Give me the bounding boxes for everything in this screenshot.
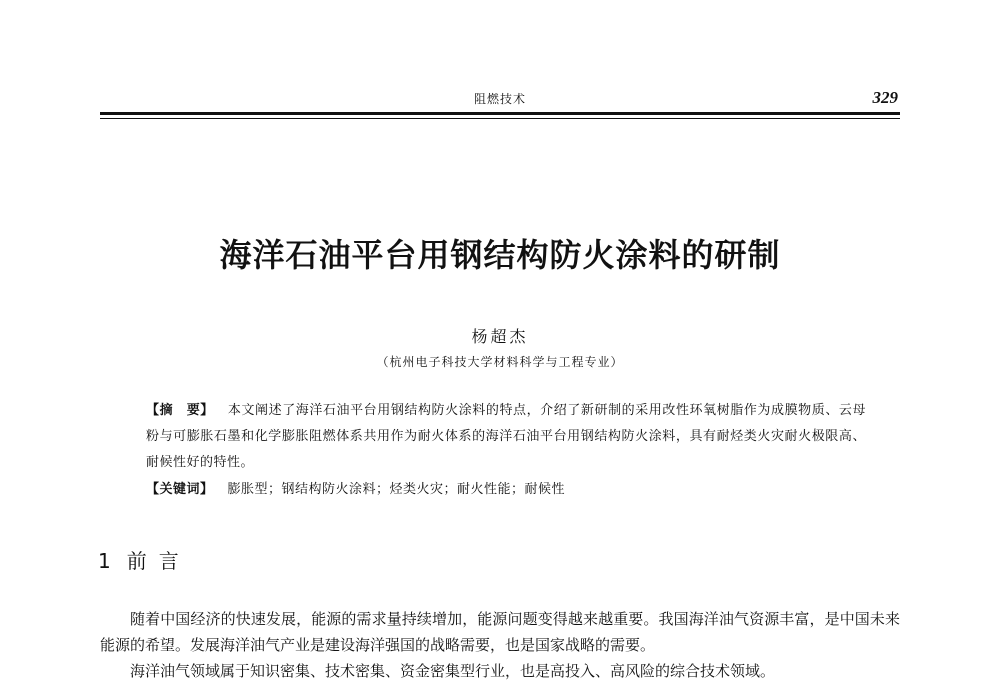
section-heading	[98, 545, 191, 574]
body-paragraph: 随着中国经济的快速发展，能源的需求量持续增加，能源问题变得越来越重要。我国海洋油气资源丰富，是中国未来能源的希望。发展海洋油气产业是建设海洋强国的战略需要，也是国家战略的需要。	[100, 610, 900, 654]
author-affiliation: （杭州电子科技大学材料科学与工程专业）	[376, 355, 624, 369]
keywords-text: 膨胀型；钢结构防火涂料；烃类火灾；耐火性能；耐候性	[227, 482, 566, 497]
abstract-text: 本文阐述了海洋石油平台用钢结构防火涂料的特点，介绍了新研制的采用改性环氧树脂作为成膜物质、云母粉与可膨胀石墨和化学膨胀阻燃体系共用作为耐火体系的海洋石油平台用钢结构防火涂料，具有耐烃类火灾耐火极限高、耐候性好的特性。	[146, 403, 866, 470]
section-number: 1	[98, 549, 111, 573]
journal-name: 阻燃技术	[473, 92, 526, 106]
keywords-label: 【关键词】	[146, 482, 214, 497]
article-title: 海洋石油平台用钢结构防火涂料的研制	[219, 236, 781, 274]
header-rule-thick	[100, 112, 900, 115]
header-rule-thin	[100, 118, 900, 119]
author-name: 杨超杰	[471, 327, 529, 346]
page-number: 329	[872, 88, 898, 107]
body-paragraph: 海洋油气领域属于知识密集、技术密集、资金密集型行业，也是高投入、高风险的综合技术领域。	[130, 662, 776, 680]
keywords-block	[146, 477, 866, 503]
section-body	[100, 606, 900, 684]
running-header	[100, 88, 900, 112]
abstract-block	[146, 398, 866, 476]
section-title: 前言	[126, 549, 191, 573]
abstract-label: 【摘 要】	[146, 403, 214, 418]
